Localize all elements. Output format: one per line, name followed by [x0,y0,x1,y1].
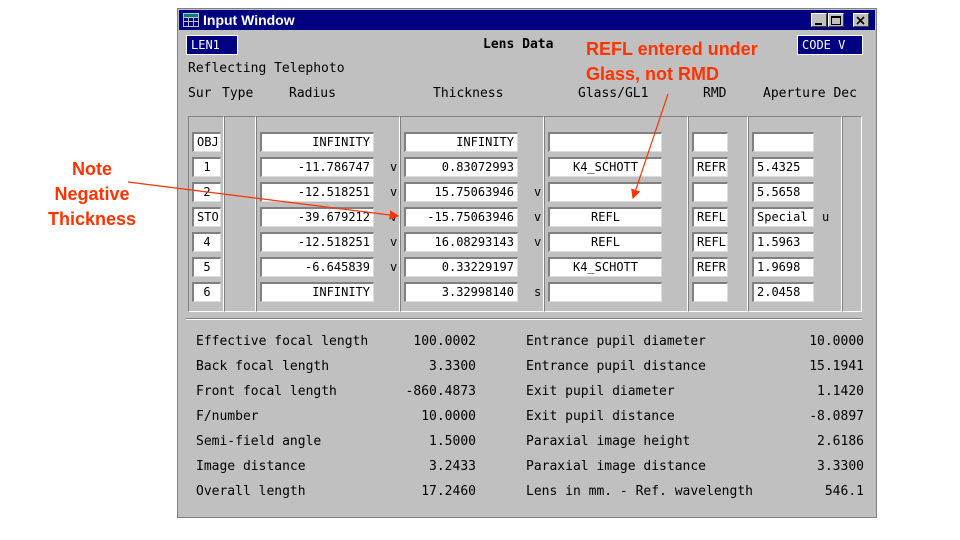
sur-cell[interactable]: OBJ [192,132,221,152]
sur-cell[interactable]: 6 [192,282,221,302]
aperture-cell[interactable]: 5.5658 [752,182,814,202]
thickness-cell[interactable]: 15.75063946 [404,182,518,202]
summary-label: Semi-field angle [196,434,322,449]
summary-label: Lens in mm. - Ref. wavelength [526,484,753,499]
summary-label: Paraxial image distance [526,459,707,474]
radius-cell[interactable]: INFINITY [260,282,374,302]
summary-value: -8.0897 [809,409,864,424]
summary-value: 2.6186 [817,434,864,449]
thickness-cell[interactable]: 3.32998140 [404,282,518,302]
window-title: Input Window [203,12,295,28]
summary-value: 15.1941 [809,359,864,374]
summary-label: Exit pupil distance [526,409,675,424]
aperture-cell[interactable]: Special [752,207,814,227]
col-header-rmd: RMD [703,86,727,101]
aperture-cell[interactable]: 2.0458 [752,282,814,302]
aperture-cell[interactable]: 5.4325 [752,157,814,177]
summary-label: Back focal length [196,359,330,374]
summary-label: Image distance [196,459,306,474]
thickness-cell[interactable]: 16.08293143 [404,232,518,252]
refl-arrow-line [633,94,668,198]
thickness-flag[interactable]: v [534,235,542,249]
glass-cell[interactable]: K4_SCHOTT [548,257,662,277]
summary-value: 1.1420 [817,384,864,399]
aperture-cell[interactable]: 1.9698 [752,257,814,277]
summary-label: F/number [196,409,259,424]
section-title: Lens Data [483,37,554,52]
col-header-aperture: Aperture Dec [763,86,857,101]
thickness-cell[interactable]: 0.83072993 [404,157,518,177]
summary-value: 10.0000 [421,409,476,424]
radius-cell[interactable]: -39.679212 [260,207,374,227]
radius-flag[interactable]: v [390,235,398,249]
summary-value: 1.5000 [429,434,476,449]
summary-value: 100.0002 [413,334,476,349]
summary-value: 3.2433 [429,459,476,474]
sur-cell[interactable]: STO [192,207,221,227]
col-header-glass: Glass/GL1 [578,86,649,101]
glass-cell[interactable]: K4_SCHOTT [548,157,662,177]
annotation-line: Glass, not RMD [586,64,720,84]
thickness-cell[interactable]: INFINITY [404,132,518,152]
radius-cell[interactable]: INFINITY [260,132,374,152]
rmd-cell[interactable]: REFR [692,157,728,177]
radius-cell[interactable]: -12.518251 [260,232,374,252]
radius-cell[interactable]: -12.518251 [260,182,374,202]
lens-id-label[interactable]: LEN1 [186,35,238,55]
aperture-cell[interactable]: 1.5963 [752,232,814,252]
summary-value: 10.0000 [809,334,864,349]
summary-label: Entrance pupil diameter [526,334,707,349]
thickness-flag[interactable]: s [534,285,542,299]
note-arrow-line [128,182,398,216]
annotation-line: REFL entered under [586,39,758,59]
annotation-line: Thickness [47,209,137,229]
col-header-type: Type [222,86,254,101]
sur-cell[interactable]: 5 [192,257,221,277]
thickness-cell[interactable]: 0.33229197 [404,257,518,277]
glass-cell[interactable]: REFL [548,207,662,227]
glass-cell[interactable]: REFL [548,232,662,252]
sur-cell[interactable]: 4 [192,232,221,252]
radius-cell[interactable]: -6.645839 [260,257,374,277]
annotation-line: Negative [54,184,130,204]
summary-label: Exit pupil diameter [526,384,675,399]
rmd-cell[interactable]: REFL [692,232,728,252]
sur-cell[interactable]: 1 [192,157,221,177]
summary-value: -860.4873 [405,384,476,399]
thickness-cell[interactable]: -15.75063946 [404,207,518,227]
summary-label: Entrance pupil distance [526,359,707,374]
summary-value: 3.3300 [429,359,476,374]
radius-flag[interactable]: v [390,260,398,274]
col-header-radius: Radius [289,86,336,101]
summary-value: 17.2460 [421,484,476,499]
summary-value: 546.1 [824,484,864,499]
lens-title: Reflecting Telephoto [188,61,345,76]
radius-cell[interactable]: -11.786747 [260,157,374,177]
radius-flag[interactable]: v [390,185,398,199]
code-v-button[interactable]: CODE V [797,35,863,55]
thickness-flag[interactable]: v [534,185,542,199]
rmd-cell[interactable]: REFL [692,207,728,227]
col-header-sur: Sur [188,86,212,101]
annotation-line: Note [72,159,112,179]
summary-label: Effective focal length [196,334,369,349]
thickness-flag[interactable]: v [534,210,542,224]
summary-value: 3.3300 [817,459,864,474]
summary-label: Paraxial image height [526,434,691,449]
col-header-thickness: Thickness [433,86,504,101]
radius-flag[interactable]: v [390,160,398,174]
rmd-cell[interactable]: REFR [692,257,728,277]
dec-flag[interactable]: u [822,210,830,224]
summary-label: Front focal length [196,384,337,399]
summary-label: Overall length [196,484,306,499]
radius-flag[interactable]: v [390,210,398,224]
